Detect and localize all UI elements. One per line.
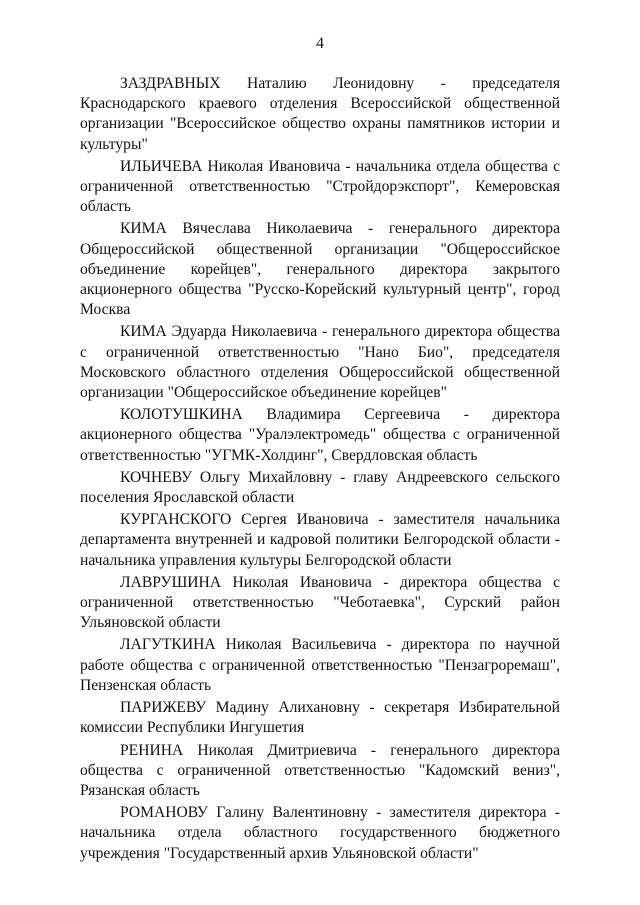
entry-kim-vyacheslav: КИМА Вячеслава Николаевича - генерального директора Общероссийской общественной организации "Общероссийское объединение корейцев", генерального директора закрытого акционерного общества "Русско-Корейский культурный центр", город Москва [80,220,560,319]
page-number: 4 [316,35,324,52]
entry-kim-eduard: КИМА Эдуарда Николаевича - генерального директора общества с ограниченной ответственностью "Нано Био", председателя Московского областного отделения Общероссийской общественной организации "Общероссийское объединение корейцев" [80,323,560,402]
entry-renina: РЕНИНА Николая Дмитриевича - генерального директора общества с ограниченной ответственностью "Кадомский вениз", Рязанская область [80,741,560,799]
entry-romanova: РОМАНОВУ Галину Валентиновну - заместителя директора - начальника отдела областного государственного бюджетного учреждения "Государственный архив Ульяновской области" [80,804,560,862]
entry-lavrushina: ЛАВРУШИНА Николая Ивановича - директора общества с ограниченной ответственностью "Чеботаевка", Сурский район Ульяновской области [80,573,560,632]
entry-kolotushkina: КОЛОТУШКИНА Владимира Сергеевича - директора акционерного общества "Уралэлектромедь" общества с ограниченной ответственностью "УГМК-Холдинг", Свердловская область [80,406,560,464]
document-body [80,74,560,866]
entry-kochneva: КОЧНЕВУ Ольгу Михайловну - главу Андреевского сельского поселения Ярославской области [80,468,560,507]
entry-kurganskogo: КУРГАНСКОГО Сергея Ивановича - заместителя начальника департамента внутренней и кадровой политики Белгородской области - начальника управления культуры Белгородской области [80,511,560,569]
entry-lagutkina: ЛАГУТКИНА Николая Васильевича - директора по научной работе общества с ограниченной ответственностью "Пензагроремаш", Пензенская область [80,636,560,694]
entry-ilicheva: ИЛЬИЧЕВА Николая Ивановича - начальника отдела общества с ограниченной ответственностью "Стройдорэкспорт", Кемеровская область [80,157,560,216]
entry-zazdravnykh: ЗАЗДРАВНЫХ Наталию Леонидовну - председателя Краснодарского краевого отделения Всероссийской общественной организации "Всероссийское общество охраны памятников истории и культуры" [80,75,560,153]
entry-parizheva: ПАРИЖЕВУ Мадину Алихановну - секретаря Избирательной комиссии Республики Ингушетия [80,699,560,737]
